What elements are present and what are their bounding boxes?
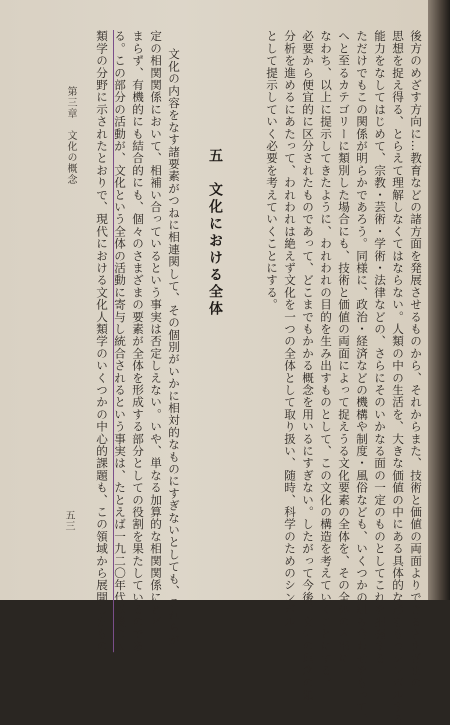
text-line: へと至るカテゴリーに類別した場合にも、技術と価値の両面によって捉えうる文化要素の全体を、その全体の内部に (337, 30, 351, 665)
text-line: として提示していく必要を考えていくことにする。 (265, 30, 279, 311)
text-line: 定の相関関係において、相補い合っているという事実は否定しえない。いや、単なる加算的な相関関係にとど (149, 30, 163, 628)
text-line: 思想を捉え得る、とらえて理解しなくてはならない。人類の中の生活を、大きな価値の中にある具体的な形をもつシンボルする (391, 30, 405, 725)
text-line: なわち、以上に提示してきたように、われわれの目的を生み出すものとして、この文化の構造を考えていくことにする。 (319, 30, 333, 689)
text-line: 後方のめざす方向に…教育などの諸方面を発展させるものから、それからまた、技術と価値の両面よりできるさまざまの (409, 30, 423, 689)
text-line: 能力をなしてはじめて、宗教・芸術・学術・法律などの、さらにそのいかなる面の一定のものとしてこれを把握する (373, 30, 387, 665)
text-line: ただけでもこの関係が明らかであろう。同様に、政治・経済などの機構や制度・風俗なども、いくつかの組み合わせをもって、 (355, 30, 369, 725)
running-header: 第三章 文化の概念 (65, 86, 76, 185)
page-number: 五三 (63, 510, 74, 532)
text-line: 分析を進めるにあたって、われわれは絶えず文化を一つの全体として取り扱い、随時、科学のためのシンボル (283, 30, 297, 628)
book-spine-shadow (428, 0, 450, 600)
text-line: 文化の内容をなす諸要素がつねに相連関して、その個別がいかに相対的なものにすぎないとしても、これらが一 (167, 48, 181, 658)
section-heading: 五 文化における全体 (207, 148, 223, 318)
text-line: 類学の分野に示されたとおりで、現代における文化人類学のいくつかの中心的課題も、この領域から展開したもの (95, 30, 109, 653)
text-line: 必要から便宜的に区分されたものであって、どこまでもかかる概念を用いるにすぎない。したがって今後、文化の理念の類 (301, 30, 315, 701)
text-line: まらず、有機的にも結合的にも、個々のさまざまの要素が全体を形成する部分としての役割を果たしているのであ (131, 30, 145, 653)
text-line-underlined: る。この部分の活動が、文化という全体の活動に寄与し統合されるという事実は、たとえば一九二〇年代以後の人 (113, 30, 127, 653)
